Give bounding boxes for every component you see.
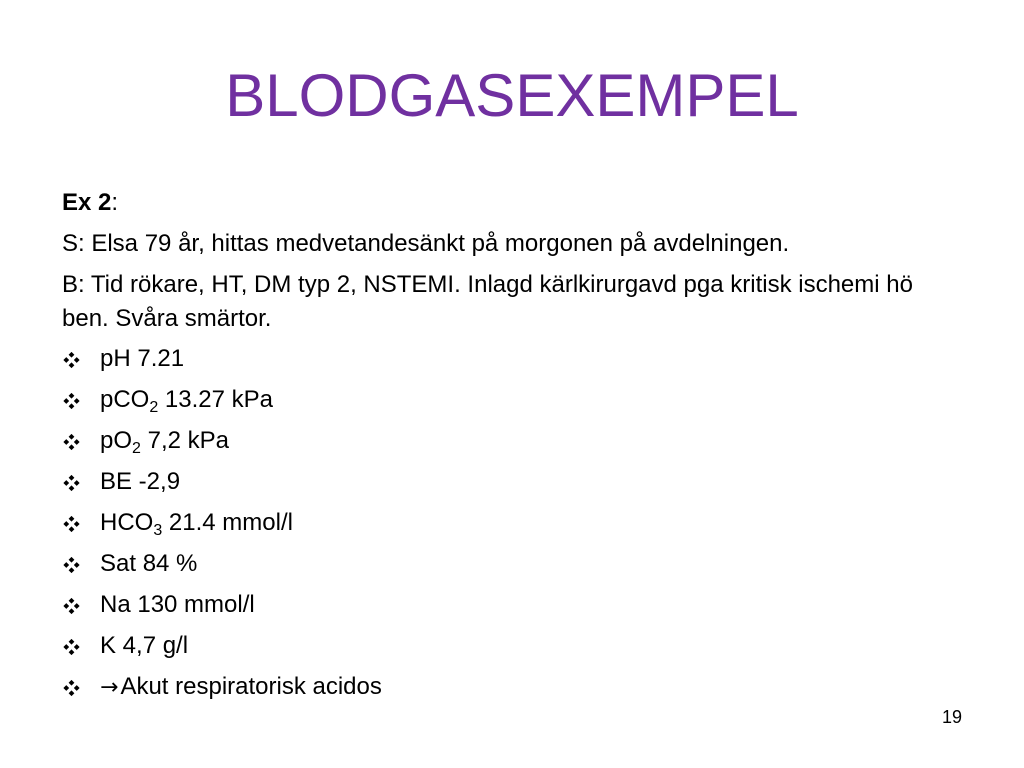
background-text: B: Tid rökare, HT, DM typ 2, NSTEMI. Inlagd kärlkirurgavd pga kritisk ischemi hö ben. Svåra smärtor. — [62, 271, 913, 332]
bullet-k — [62, 629, 962, 663]
sat-value: Sat 84 % — [100, 550, 198, 577]
four-diamond-bullet-icon — [62, 515, 81, 533]
bullet-pco2 — [62, 383, 962, 417]
bullet-be — [62, 465, 962, 499]
pco2-value: 13.27 kPa — [158, 386, 274, 413]
po2-prefix: pO — [100, 427, 133, 454]
four-diamond-bullet-icon — [62, 679, 81, 697]
bullet-ph — [62, 342, 962, 376]
bullet-hco3 — [62, 506, 962, 540]
four-diamond-bullet-icon — [62, 597, 81, 615]
hco3-subscript: 3 — [153, 522, 163, 539]
slide-title: BLODGASEXEMPEL — [225, 62, 799, 129]
example-heading — [62, 186, 962, 220]
four-diamond-bullet-icon — [62, 638, 81, 656]
page-number: 19 — [941, 707, 962, 727]
conclusion-text: Akut respiratorisk acidos — [120, 673, 382, 700]
k-value: K 4,7 g/l — [100, 632, 189, 659]
four-diamond-bullet-icon — [62, 392, 81, 410]
hco3-prefix: HCO — [100, 509, 154, 536]
ph-value: pH 7.21 — [100, 345, 185, 372]
four-diamond-bullet-icon — [62, 433, 81, 451]
right-arrow-icon: → — [100, 675, 119, 700]
po2-value: 7,2 kPa — [140, 427, 229, 454]
hco3-value: 21.4 mmol/l — [162, 509, 293, 536]
bullet-po2 — [62, 424, 962, 458]
be-value: BE -2,9 — [100, 468, 181, 495]
pco2-subscript: 2 — [149, 399, 159, 416]
po2-subscript: 2 — [132, 440, 141, 457]
pco2-prefix: pCO — [100, 386, 150, 413]
symptoms-text: S: Elsa 79 år, hittas medvetandesänkt på morgonen på avdelningen. — [62, 230, 790, 257]
example-label: Ex 2 — [62, 189, 112, 216]
four-diamond-bullet-icon — [62, 556, 81, 574]
slide-body — [62, 186, 962, 711]
bullet-conclusion — [62, 670, 962, 704]
example-suffix: : — [111, 189, 119, 216]
bullet-na — [62, 588, 962, 622]
four-diamond-bullet-icon — [62, 474, 81, 492]
bullet-sat — [62, 547, 962, 581]
na-value: Na 130 mmol/l — [100, 591, 255, 618]
four-diamond-bullet-icon — [62, 351, 81, 369]
